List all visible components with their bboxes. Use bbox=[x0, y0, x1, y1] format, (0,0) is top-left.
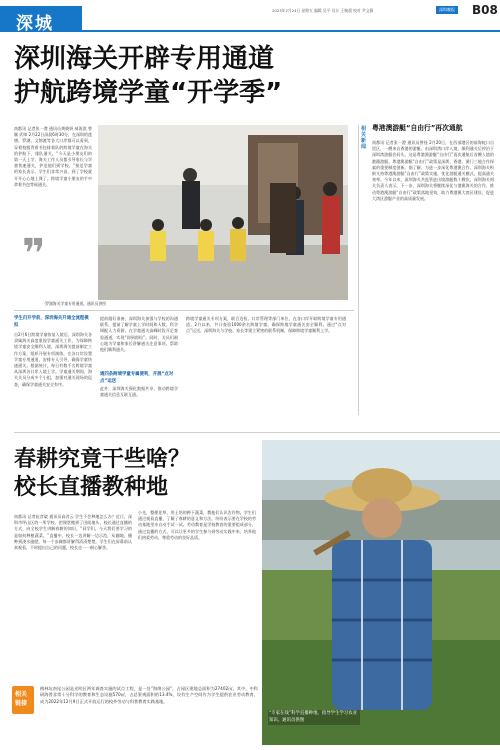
story1-lead: 南都讯 记者张一澄 通讯员黄晓妍 郝浚淇 曾颖 武帅 2月22日清晨6时30分，在深圳的莲塘、罗湖、文锦渡等各大口岸都可以看到，穿着校服背着书包排着队的跨境学童在海关的护航下，排队通关。“今天是小朋友们的第一天上学，海关工作人员都引导家长与学童快速通关，护送他们到学校。”接送学童的家长表示，学生们非常兴奋，到了学校就开开心心地上课了。跨境学童小朋友的手中拿着书包等候通关。 bbox=[14, 126, 92, 187]
story2-col1-body: 南都讯 记者伍彦崴 通讯员高君云 学生不会种地怎么办？近日，深圳市坪山区的一所学校，把课堂搬到了田间地头，校长通过直播的方式，向全校学生讲解春耕的知识。“同学们，今天我们要学习的是如何种植蔬菜。”直播中，校长一边讲解一边示范，从翻地、播种到浇水施肥，每一个步骤都讲解得清清楚楚。学生们在屏幕前认真观看，不时提出自己的问题，校长也一一耐心解答。 bbox=[14, 514, 132, 551]
story1-col4-body: 跨境学童通关专项方案，联合边检、口岸管理等部门单位，在各口岸开辟跨境学童专用通道。2月以来，共计查验1000余名跨境学童，确保跨境学童通关安全顺利。通过“点对点”运送，深圳海关与学校、家长等建立紧密的联系机制，保障跨境学童顺利上学。 bbox=[186, 316, 346, 334]
related-link-label: 相关链接 bbox=[15, 691, 28, 707]
story2-photo bbox=[262, 440, 500, 745]
story2-divider bbox=[14, 432, 500, 433]
header-badge: 深圳晚报 bbox=[436, 6, 458, 14]
page-number: B08 bbox=[472, 3, 498, 17]
story1-photo bbox=[98, 125, 348, 300]
story1-caption: ·罗湖海关学童专用通道。通讯员供图 bbox=[44, 301, 106, 306]
story1-col2-heading: 学生归开学前，深圳海关开通全流程模拟 bbox=[14, 316, 89, 328]
story2-title-line1: 春耕究竟干些啥？ bbox=[14, 447, 191, 472]
header-rule bbox=[82, 30, 500, 32]
story1-title-line2: 护航跨境学童“开学季” bbox=[14, 78, 283, 108]
story1-title-line1: 深圳海关开辟专用通道 bbox=[14, 44, 275, 74]
story1-divider bbox=[14, 310, 354, 311]
sidebar-title: 粤港澳游艇“自由行”再次通航 bbox=[372, 124, 463, 132]
story1-photo-art bbox=[98, 125, 348, 300]
header-meta: 2023年2月24日 星期五 编辑 吴平 设计 王婉禧 校对 尹文静 bbox=[272, 8, 374, 13]
story1-col2-body: 自2月6日跨境学童恢复入境后，深圳海关各隶属海关高度重视学童通关工作，为保障跨境学童安全顺利入境，深圳海关提前制定工作方案，组织开展专项演练，在各口岸设置学童专用通道，安排专人引导，确保学童快速通关。根据统计，每日有数千名跨境学童从深圳各口岸入境上学。学童通关期间，海关关员分成多个小组，加强对通关现场的巡查，确保学童通关安全有序。 bbox=[14, 332, 92, 387]
story2-photo-art bbox=[262, 440, 500, 745]
story2-photo-caption: “专家在线”科学直播种地，指导学生学习农业知识。通讯员供图 bbox=[268, 710, 360, 725]
related-link-badge bbox=[12, 686, 34, 714]
story2-col2-body: 小先，整理花草，用土培的种下蔬菜，教他们认识农作物。学生们通过观看直播，了解了春耕的意义和方法，纷纷表示要在学校的劳动基地里亲自动手试一试。劳动教育是学校教育的重要组成部分，通过直播的方式，可以让更多的学生参与到劳动实践中来，培养他们热爱劳动、尊重劳动的良好品质。 bbox=[138, 510, 256, 540]
story1-col3-body: 提前做好准备，深圳海关加强与学校的沟通联系，提前了解学童上学时间和人数，科学调配人力资源，在学童通关高峰时段开足查验通道，实现“即到即检”。同时，关员们耐心地为学童和家长讲解通关注意事项，帮助他们顺利通关。 bbox=[100, 316, 178, 353]
story2-title bbox=[14, 446, 254, 502]
related-link-text: 梅林坑南尾公园是光明区两年调查实施的试点工程，是一处“海绵公园”，占园区建地总面积为27402㎡，其中，中科研海普非常十分科学的教育和生态设施570㎡，占总景观面积的13.4%，设有生产空间作为学生提供农业劳动教育，成为2022年12月9日正式开放运行的校外劳动与科普教育实践基地。 bbox=[40, 686, 258, 704]
quote-mark-icon: ❞ bbox=[22, 231, 46, 277]
sidebar-label: 相关新闻 bbox=[361, 126, 367, 150]
story1-col3-body-extra: 此外，深圳海关强化数据共享，推动跨境学童通关信息互联互通。 bbox=[100, 386, 178, 398]
section-label-text: 深城 bbox=[16, 14, 54, 34]
sidebar-body: 南都讯 记者张一澄 通讯员曾怪 2月20日，在西部港区的前海蛇口自贸区，一艘来自香港的游艇，由深圳湾口岸入境，顺利通关后停泊于深圳湾游艇会码头。这是粤港澳游艇“自由行”再次通航后首艘入境的港籍游艇。粤港澳游艇“自由行”政策是深圳、香港、澳门三地合作探索的重要制度创新。据了解，为进一步深化粤港澳合作，深圳海关积极支持粤港澳游艇“自由行”政策实施，优化游艇通关模式，提高通关效率。今年以来，深圳海关共监管进出境游艇数十艘次。深圳海关相关负责人表示，下一步，深圳海关将继续深化与港澳海关的合作，推动粤港澳游艇“自由行”政策落地见效，助力粤港澳大湾区建设，促进大湾区游艇产业的高质量发展。 bbox=[372, 140, 494, 201]
story1-col3-heading: 通四条跨境学童专属便利，开展“点对点”运送 bbox=[100, 372, 174, 384]
story2-title-line2: 校长直播教种地 bbox=[14, 475, 169, 500]
sidebar-vline bbox=[358, 125, 359, 415]
section-label bbox=[0, 6, 82, 32]
story1-title bbox=[14, 42, 344, 110]
